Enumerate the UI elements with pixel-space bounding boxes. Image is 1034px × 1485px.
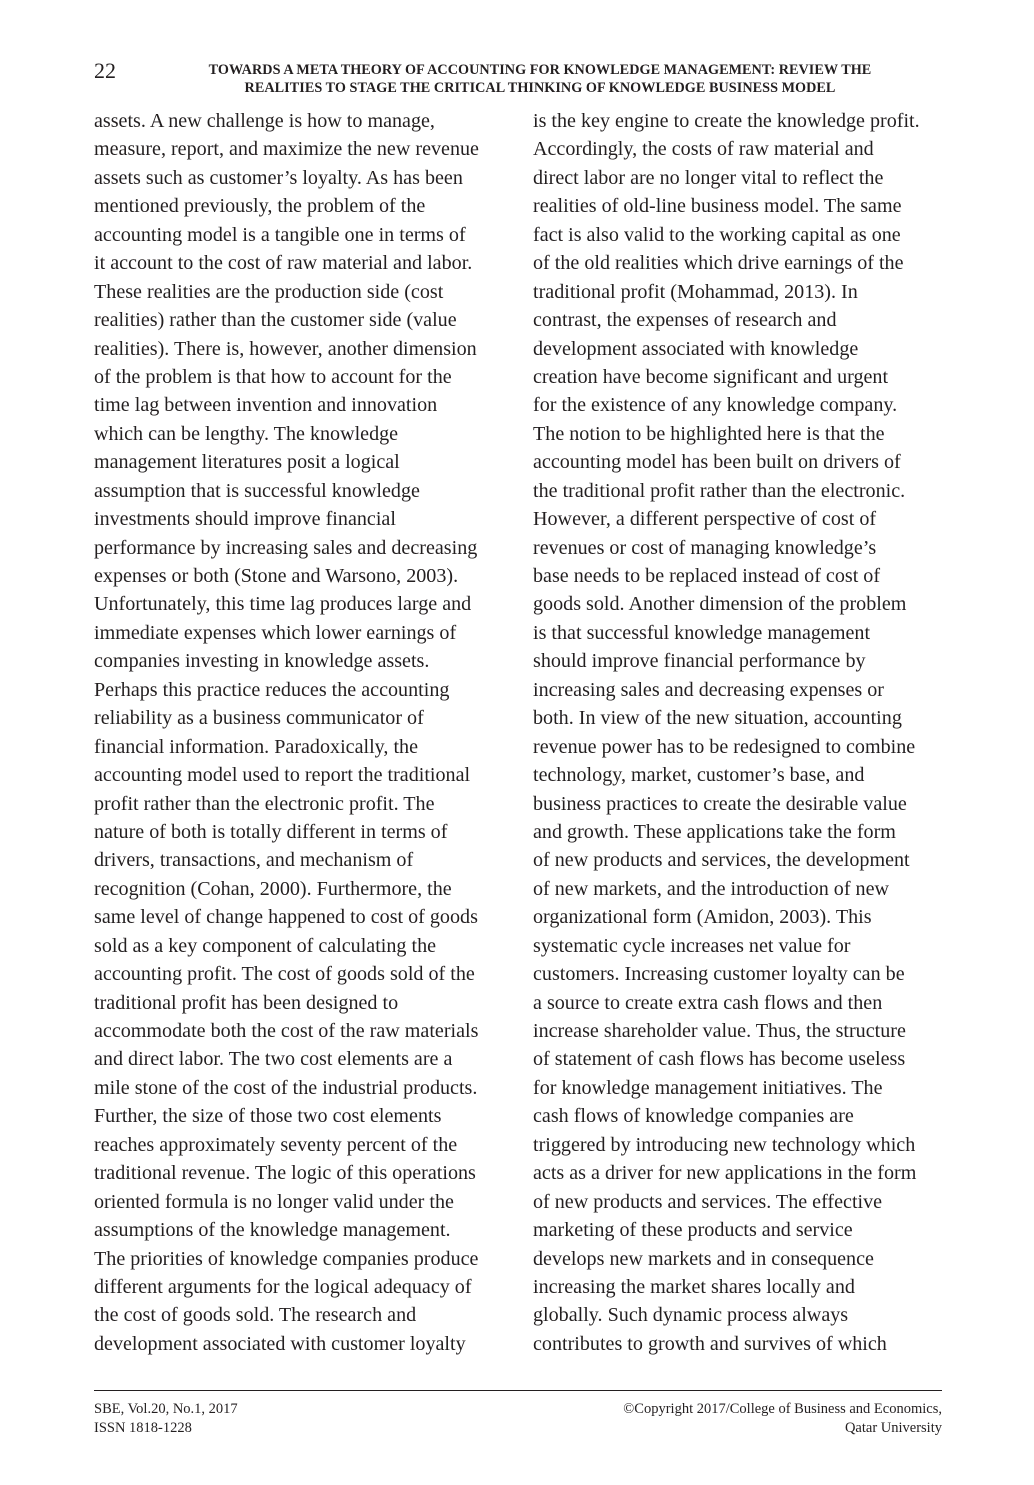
text-line: The notion to be highlighted here is that the bbox=[533, 422, 885, 445]
text-line: accounting model is a tangible one in terms of bbox=[94, 223, 466, 246]
text-line: of the old realities which drive earnings of the bbox=[533, 252, 904, 275]
text-line: assumption that is successful knowledge bbox=[94, 479, 420, 502]
text-line: technology, market, customer’s base, and bbox=[533, 764, 865, 787]
page-number: 22 bbox=[94, 58, 116, 83]
footer-left bbox=[94, 1400, 238, 1438]
institution: Qatar University bbox=[844, 1420, 942, 1436]
text-line: is that successful knowledge management bbox=[533, 621, 871, 644]
text-line: realities). There is, however, another dimension bbox=[94, 337, 477, 360]
issn: ISSN 1818-1228 bbox=[94, 1420, 192, 1436]
text-line: acts as a driver for new applications in the form bbox=[533, 1162, 917, 1185]
text-line: companies investing in knowledge assets. bbox=[94, 650, 430, 673]
footer-rule bbox=[94, 1390, 942, 1391]
text-line: increasing the market shares locally and bbox=[533, 1275, 855, 1298]
text-line: customers. Increasing customer loyalty can be bbox=[533, 963, 905, 986]
text-line: which can be lengthy. The knowledge bbox=[94, 422, 399, 445]
text-line: measure, report, and maximize the new revenue bbox=[94, 138, 479, 161]
left-column bbox=[94, 107, 503, 1358]
text-line: contributes to growth and survives of which bbox=[533, 1332, 887, 1355]
text-line: cash flows of knowledge companies are bbox=[533, 1105, 854, 1128]
text-line: reliability as a business communicator of bbox=[94, 707, 424, 730]
text-line: of new products and services, the development bbox=[533, 849, 910, 872]
text-line: sold as a key component of calculating the bbox=[94, 934, 437, 957]
right-column bbox=[533, 107, 942, 1358]
text-line: immediate expenses which lower earnings of bbox=[94, 621, 457, 644]
text-line: recognition (Cohan, 2000). Furthermore, the bbox=[94, 877, 452, 900]
text-line: traditional revenue. The logic of this operations bbox=[94, 1162, 476, 1185]
running-head-line-1: TOWARDS A META THEORY OF ACCOUNTING FOR KNOWLEDGE MANAGEMENT: REVIEW THE bbox=[208, 62, 872, 78]
text-line: investments should improve financial bbox=[94, 508, 396, 531]
text-line: of new markets, and the introduction of new bbox=[533, 877, 890, 900]
text-line: develops new markets and in consequence bbox=[533, 1247, 874, 1270]
text-line: systematic cycle increases net value for bbox=[533, 934, 851, 957]
text-line: different arguments for the logical adequacy of bbox=[94, 1275, 472, 1298]
text-line: revenue power has to be redesigned to combine bbox=[533, 735, 916, 758]
text-line: accommodate both the cost of the raw materials bbox=[94, 1020, 479, 1042]
text-line: accounting profit. The cost of goods sold of the bbox=[94, 963, 475, 986]
text-line: time lag between invention and innovation bbox=[94, 394, 438, 417]
text-line: direct labor are no longer vital to reflect the bbox=[533, 166, 884, 189]
text-line: realities) rather than the customer side (value bbox=[94, 309, 457, 332]
text-line: revenues or cost of managing knowledge’s bbox=[533, 536, 877, 559]
text-line: These realities are the production side (cost bbox=[94, 280, 444, 303]
text-line: should improve financial performance by bbox=[533, 650, 866, 673]
journal-volume: SBE, Vol.20, No.1, 2017 bbox=[94, 1401, 238, 1417]
text-line: profit rather than the electronic profit. The bbox=[94, 792, 435, 815]
text-line: it account to the cost of raw material and labor. bbox=[94, 252, 473, 275]
text-line: mile stone of the cost of the industrial products. bbox=[94, 1076, 478, 1099]
text-line: fact is also valid to the working capital as one bbox=[533, 223, 901, 246]
text-line: the traditional profit rather than the electronic. bbox=[533, 479, 906, 502]
footer-right bbox=[623, 1400, 942, 1438]
text-line: of the problem is that how to account for the bbox=[94, 365, 452, 388]
text-line: marketing of these products and service bbox=[533, 1219, 853, 1242]
text-line: is the key engine to create the knowledge profit. bbox=[533, 110, 920, 132]
text-line: increase shareholder value. Thus, the structure bbox=[533, 1020, 906, 1042]
text-line: performance by increasing sales and decreasing bbox=[94, 536, 478, 559]
text-line: for knowledge management initiatives. The bbox=[533, 1076, 883, 1099]
text-line: same level of change happened to cost of goods bbox=[94, 906, 478, 929]
text-line: for the existence of any knowledge company. bbox=[533, 394, 898, 417]
text-line: of new products and services. The effective bbox=[533, 1190, 883, 1213]
text-line: financial information. Paradoxically, the bbox=[94, 735, 418, 758]
text-line: creation have become significant and urgent bbox=[533, 365, 889, 388]
text-line: accounting model has been built on drivers of bbox=[533, 451, 901, 474]
text-line: business practices to create the desirable value bbox=[533, 792, 907, 815]
text-line: increasing sales and decreasing expenses or bbox=[533, 678, 884, 701]
text-line: drivers, transactions, and mechanism of bbox=[94, 849, 414, 872]
text-line: base needs to be replaced instead of cost of bbox=[533, 565, 881, 587]
running-head-line-2: REALITIES TO STAGE THE CRITICAL THINKING OF KNOWLEDGE BUSINESS MODEL bbox=[244, 80, 836, 96]
text-line: organizational form (Amidon, 2003). This bbox=[533, 906, 872, 929]
text-line: triggered by introducing new technology which bbox=[533, 1133, 916, 1156]
text-line: goods sold. Another dimension of the problem bbox=[533, 593, 907, 616]
text-line: mentioned previously, the problem of the bbox=[94, 195, 426, 218]
text-line: development associated with customer loyalty bbox=[94, 1332, 466, 1355]
text-line: of statement of cash flows has become useless bbox=[533, 1048, 906, 1071]
text-line: expenses or both (Stone and Warsono, 2003). bbox=[94, 565, 459, 587]
text-line: both. In view of the new situation, accounting bbox=[533, 707, 902, 730]
text-line: nature of both is totally different in terms of bbox=[94, 820, 448, 843]
text-line: a source to create extra cash flows and then bbox=[533, 991, 883, 1014]
text-line: Accordingly, the costs of raw material and bbox=[533, 138, 874, 161]
text-line: and direct labor. The two cost elements are a bbox=[94, 1048, 453, 1071]
text-line: assumptions of the knowledge management. bbox=[94, 1219, 451, 1242]
text-line: traditional profit has been designed to bbox=[94, 991, 399, 1014]
text-line: accounting model used to report the traditional bbox=[94, 764, 471, 787]
text-line: and growth. These applications take the form bbox=[533, 820, 896, 843]
text-line: assets such as customer’s loyalty. As has been bbox=[94, 166, 463, 189]
text-line: the cost of goods sold. The research and bbox=[94, 1304, 417, 1327]
text-line: traditional profit (Mohammad, 2013). In bbox=[533, 280, 858, 303]
copyright: ©Copyright 2017/College of Business and Economics, bbox=[623, 1401, 942, 1417]
text-line: development associated with knowledge bbox=[533, 337, 859, 360]
text-line: reaches approximately seventy percent of the bbox=[94, 1133, 458, 1156]
text-line: assets. A new challenge is how to manage, bbox=[94, 110, 435, 132]
text-line: management literatures posit a logical bbox=[94, 451, 400, 474]
text-line: globally. Such dynamic process always bbox=[533, 1304, 849, 1327]
text-line: contrast, the expenses of research and bbox=[533, 309, 837, 332]
text-line: Perhaps this practice reduces the accounting bbox=[94, 678, 450, 701]
text-line: realities of old-line business model. The same bbox=[533, 195, 902, 218]
text-line: The priorities of knowledge companies produce bbox=[94, 1247, 479, 1270]
running-head bbox=[150, 61, 930, 97]
text-line: Further, the size of those two cost elements bbox=[94, 1105, 442, 1128]
text-line: However, a different perspective of cost of bbox=[533, 508, 877, 531]
text-line: oriented formula is no longer valid under the bbox=[94, 1190, 454, 1213]
text-line: Unfortunately, this time lag produces large and bbox=[94, 593, 472, 616]
